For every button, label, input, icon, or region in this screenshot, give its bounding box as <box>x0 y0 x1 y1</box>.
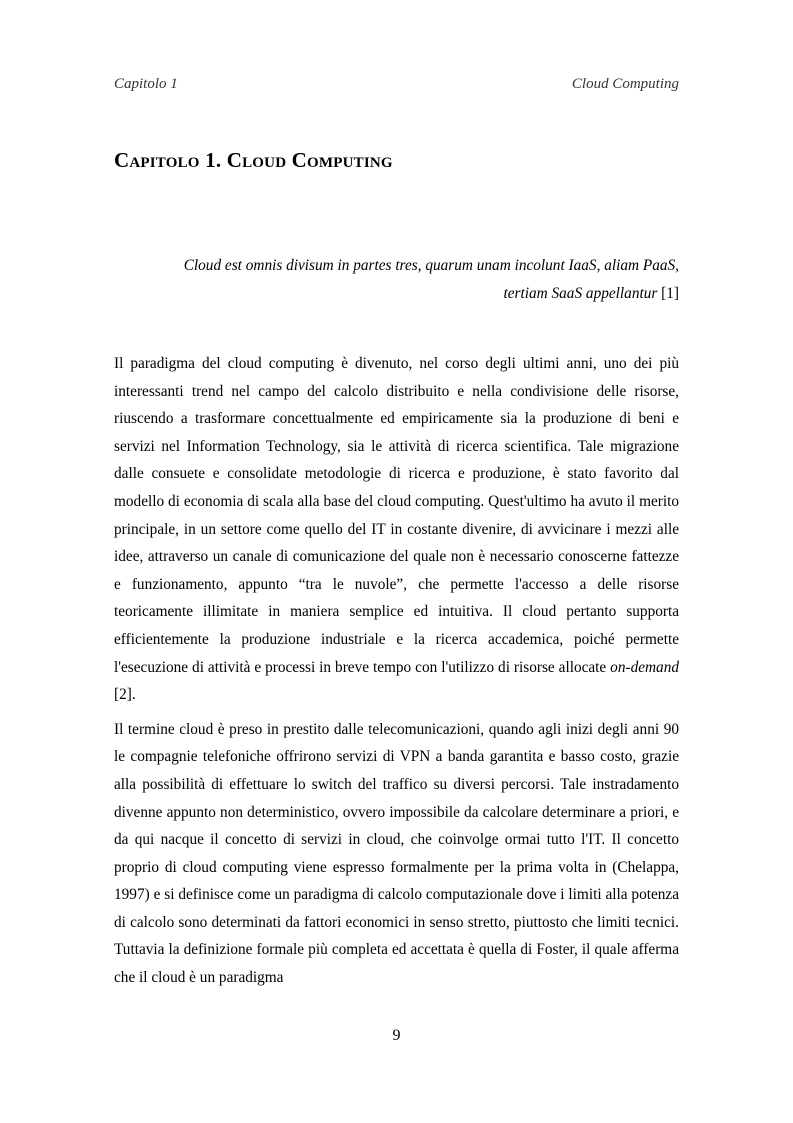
paragraph-1-citation: [2]. <box>114 686 136 704</box>
epigraph-quote: Cloud est omnis divisum in partes tres, quarum unam incolunt IaaS, aliam PaaS, tertiam SaaS appellantur <box>183 257 679 302</box>
body-text <box>114 350 679 999</box>
epigraph-citation: [1] <box>657 285 679 302</box>
paragraph-2 <box>114 716 679 992</box>
paragraph-1-emphasis: on-demand <box>610 658 679 676</box>
header-chapter-topic: Cloud Computing <box>571 76 679 92</box>
epigraph <box>150 252 679 308</box>
page-number: 9 <box>392 1027 401 1044</box>
running-header <box>114 76 679 93</box>
paragraph-2-text: Il termine cloud è preso in prestito dalle telecomunicazioni, quando agli inizi degli anni 90 le compagnie telefoniche offrirono servizi di VPN a banda garantita e basso costo, grazie alla possibilità di effettuare lo switch del traffico su diversi percorsi. Tale instradamento divenne appunto non deterministico, ovvero impossibile da calcolare determinare a priori, e da qui nacque il concetto di servizi in cloud, che coinvolge ormai tutto l'IT. Il concetto proprio di cloud computing viene espresso formalmente per la prima volta in (Chelappa, 1997) e si definisce come un paradigma di calcolo computazionale dove i limiti alla potenza di calcolo sono determinati da fattori economici in senso stretto, piuttosto che limiti tecnici. Tuttavia la definizione formale più completa ed accettata è quella di Foster, il quale afferma che il cloud è un paradigma <box>114 720 679 987</box>
header-chapter-label: Capitolo 1 <box>114 76 178 92</box>
paragraph-1 <box>114 350 679 709</box>
paragraph-1-text: Il paradigma del cloud computing è divenuto, nel corso degli ultimi anni, uno dei più interessanti trend nel campo del calcolo distribuito e nella condivisione delle risorse, riuscendo a trasformare concettualmente ed empiricamente sia la produzione di beni e servizi nel Information Technology, sia le attività di ricerca scientifica. Tale migrazione dalle consuete e consolidate metodologie di ricerca e produzione, è stato favorito dal modello di economia di scala alla base del cloud computing. Quest'ultimo ha avuto il merito principale, in un settore come quello del IT in costante divenire, di avvicinare i mezzi alle idee, attraverso un canale di comunicazione del quale non è necessario conoscerne fattezze e funzionamento, appunto “tra le nuvole”, che permette l'accesso a delle risorse teoricamente illimitate in maniera semplice ed intuitiva. Il cloud pertanto supporta efficientemente la produzione industriale e la ricerca accademica, poiché permette l'esecuzione di attività e processi in breve tempo con l'utilizzo di risorse allocate <box>114 355 679 676</box>
chapter-title: Capitolo 1. Cloud Computing <box>114 148 393 172</box>
